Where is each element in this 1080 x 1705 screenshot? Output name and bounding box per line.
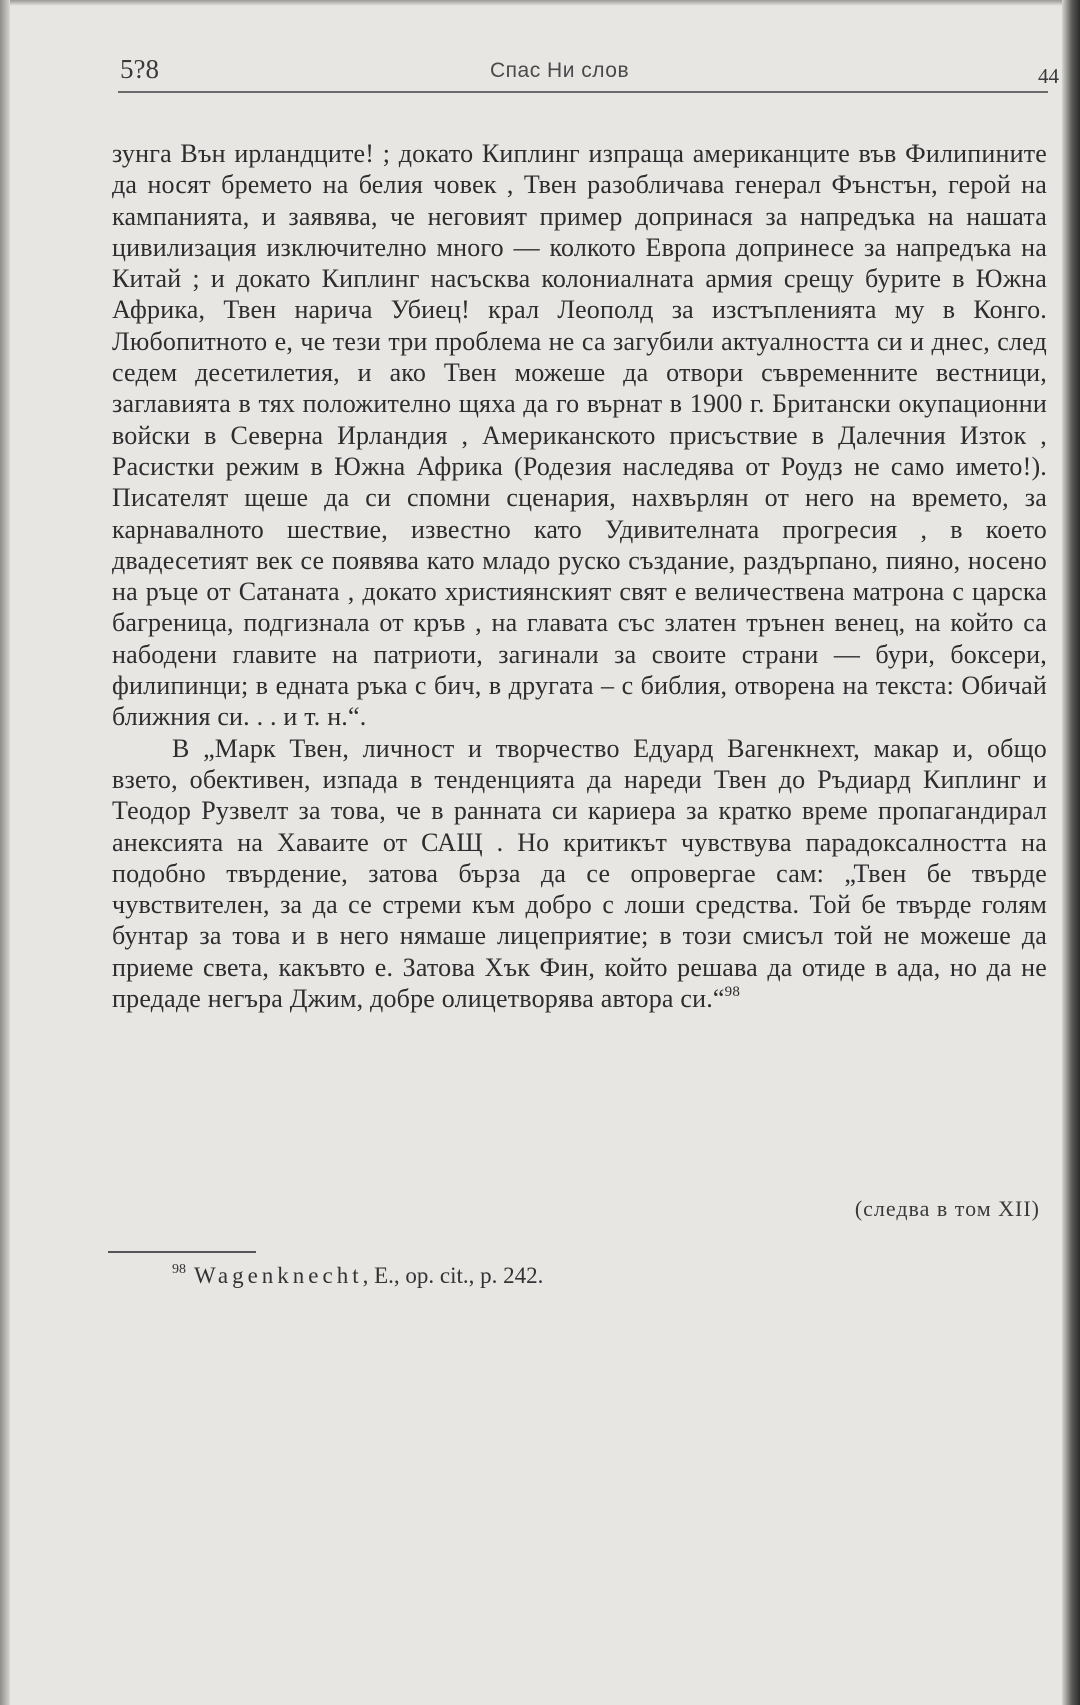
footnote-reference: 98 <box>724 984 741 1001</box>
paragraph-2 <box>112 733 1047 1015</box>
paragraph-1: зунга Вън ирландците! ; докато Киплинг изпраща американците във Филипините да носят бремето на белия човек , Твен разобличава генерал Фънстън, герой на кампанията, и заявява, че неговият пример допринася за напредъка на нашата цивилизация изключително много — колкото Европа допринесе за напредъка на Китай ; и докато Киплинг насъсква колониалната армия срещу бурите в Южна Африка, Твен нарича Убиец! крал Леополд за изстъпленията му в Конго. Любопитното е, че тези три проблема не са загубили актуалността си и днес, след седем десетилетия, и ако Твен можеше да отвори съвременните вестници, заглавията в тях положително щяха да го върнат в 1900 г. Британски окупационни войски в Северна Ирландия , Американското присъствие в Далечния Изток , Расистки режим в Южна Африка (Родезия наследява от Роудз не само името!). Писателят щеше да си спомни сценария, нахвърлян от него на времето, за карнавалното шествие, известно като Удивителната прогресия , в което двадесетият век се появява като младо руско създание, раздърпано, пияно, носено на ръце от Сатаната , докато християнският свят е величествена матрона с царска багреница, подгизнала от кръв , на главата със златен трънен венец, на който са набодени главите на патриоти, загинали за своите страни — бури, боксери, филипинци; в едната ръка с бич, в другата – с библия, отворена на текста: Обичай ближния си. . . и т. н.“. <box>112 139 1047 732</box>
footnote-marker: 98 <box>172 1262 186 1277</box>
footnote <box>172 1262 543 1289</box>
running-title: Спас Ни слов <box>490 59 630 82</box>
header-rule <box>118 91 1048 93</box>
footnote-citation: , E., op. cit., p. 242. <box>362 1263 544 1288</box>
page-outer-edge <box>1062 0 1080 1705</box>
footnote-author: Wagenknecht <box>194 1263 363 1288</box>
running-head <box>120 50 1058 90</box>
page-number: 5?8 <box>120 54 159 84</box>
page-binding-edge <box>0 0 10 1705</box>
footnote-rule <box>108 1251 256 1253</box>
body-text <box>112 138 1047 1014</box>
page-top-edge <box>0 0 1080 6</box>
paragraph-2-text: В „Марк Твен, личност и творчество Едуард Вагенкнехт, макар и, общо взето, обективен, изпада в тенденцията да нареди Твен до Ръдиард Киплинг и Теодор Рузвелт за това, че в ранната си кариера за кратко време пропагандирал анексията на Хаваите от САЩ . Но критикът чувствува парадоксалността на подобно твърдение, затова бърза да се опровергае сам: „Твен бе твърде чувствителен, за да се стреми към добро с лоши средства. Той бе твърде голям бунтар за това и в него нямаше лицеприятие; в този смисъл той не можеше да приеме света, какъвто е. Затова Хък Фин, който решава да отиде в ада, но да не предаде негъра Джим, добре олицетворява автора си.“ <box>112 733 1047 1014</box>
corner-mark: 44 <box>1038 64 1059 88</box>
continued-note: (следва в том XII) <box>854 1196 1040 1221</box>
